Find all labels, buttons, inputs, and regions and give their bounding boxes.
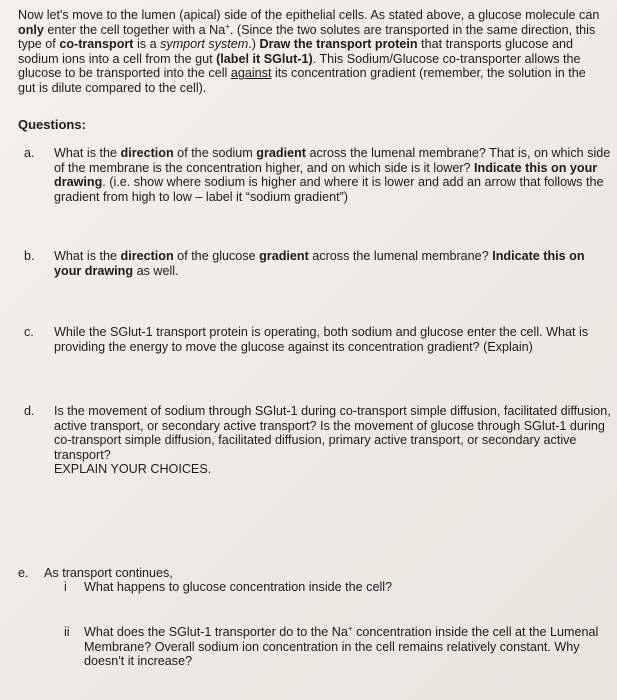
intro-text: that transports glucose and sodium ions into a cell from the gut [18,37,574,66]
sub-question-number: i [64,580,67,594]
intro-emphasis-only: only [18,22,44,37]
intro-instruction-draw: Draw the transport protein [259,37,418,52]
intro-text: . This Sodium/Glucose co-transporter allows the glucose to be transported into the cell [18,51,581,81]
intro-text: is a [133,37,161,52]
question-letter: c. [24,325,34,339]
question-text-part: What is the [54,249,121,263]
sub-question-text [84,625,604,669]
question-text [54,146,614,204]
intro-text: .) [248,37,260,52]
question-letter: b. [24,249,35,263]
intro-paragraph [18,8,603,96]
intro-text: Now let's move to the lumen (apical) side of the epithelial cells. As stated above, a glucose molecule can [18,8,600,22]
question-text-part: of the sodium [173,146,257,160]
question-letter: e. [18,566,29,580]
question-text-part: Is the movement of sodium through SGlut-1 during co-transport simple diffusion, facilitated diffusion, active transport, or secondary active transport? Is the movement of glucose through SGlut-1 during co-transport simple diffusion, facilitated diffusion, primary active transport, or secondary active transport? [54,404,611,462]
question-text-part: . (i.e. show where sodium is higher and where it is lower and add an arrow that follows the gradient from high to low – label it “sodium gradient”) [54,175,604,204]
intro-text: enter the cell together with a Na [43,22,226,37]
question-emphasis: gradient [259,249,309,263]
question-emphasis: Indicate this on your drawing [54,249,585,278]
intro-text: its concentration gradient (remember, the solution in the gut is dilute compared to the cell). [18,66,586,95]
sub-question-text: What happens to glucose concentration inside the cell? [84,580,393,594]
question-emphasis: gradient [256,146,306,160]
intro-emphasis-cotransport: co-transport [59,37,134,52]
question-text-part: as well. [133,263,179,278]
question-explain-instruction: EXPLAIN YOUR CHOICES. [54,462,212,477]
intro-text: . (Since the two solutes are transported in the same direction, this type of [18,22,596,52]
sub-question-text-part: concentration inside the cell at the Lumenal Membrane? Overall sodium ion concentration in the cell remains relatively constant. Why doesn't it increase? [84,625,599,669]
intro-emphasis-against: against [230,66,272,81]
question-emphasis: Indicate this on your drawing [54,160,598,190]
question-text [54,249,614,278]
question-emphasis: direction [120,249,174,263]
question-text-part: of the glucose [173,249,260,263]
intro-instruction-label: (label it SGlut-1) [216,51,313,66]
question-text: As transport continues, [44,566,173,580]
questions-heading: Questions: [18,117,86,132]
question-text: While the SGlut-1 transport protein is operating, both sodium and glucose enter the cell. What is providing the energy to move the glucose against its concentration gradient? (Explain) [54,325,589,354]
question-text-part: across the lumenal membrane? [308,249,493,263]
sub-question-text-part: What does the SGlut-1 transporter do to the Na [84,625,348,639]
sub-question-number: ii [64,625,70,639]
question-text [54,404,614,477]
sodium-charge-superscript: + [225,21,230,31]
question-letter: d. [24,404,35,418]
question-text-part: across the lumenal membrane? That is, on which side of the membrane is the concentration higher, and on which side is it lower? [54,146,611,175]
sodium-charge-superscript: + [347,623,353,633]
question-emphasis: direction [120,146,174,160]
intro-emphasis-symport: symport system [160,37,249,52]
question-text-part: What is the [54,146,121,160]
question-letter: a. [24,146,35,160]
